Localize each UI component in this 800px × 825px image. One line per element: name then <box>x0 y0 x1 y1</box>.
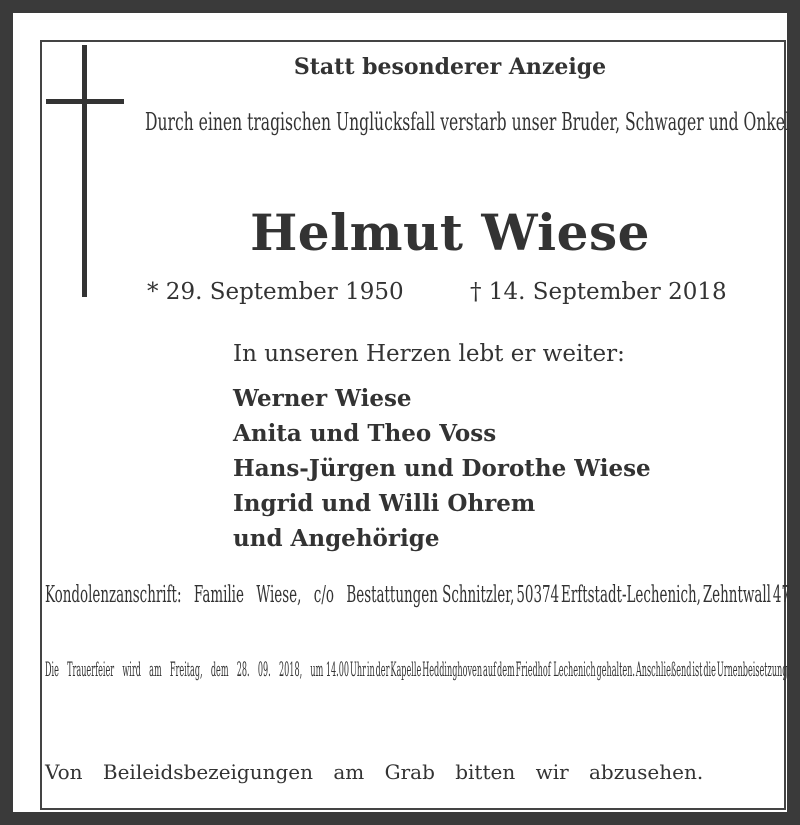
intro-text <box>145 104 790 140</box>
intro-line: unser Bruder, Schwager und Onkel <box>511 108 790 136</box>
mourner-item: Ingrid und Willi Ohrem <box>233 490 536 517</box>
ceremony-info <box>45 654 790 684</box>
cross-horizontal-bar <box>46 99 124 104</box>
condolence-line: Kondolenzanschrift: Familie Wiese, c/o Bestattungen <box>45 582 438 608</box>
mourner-item: Werner Wiese <box>233 385 412 412</box>
notice-header: Statt besonderer Anzeige <box>293 54 607 80</box>
birth-date: * 29. September 1950 <box>147 279 404 305</box>
deceased-name: Helmut Wiese <box>250 203 650 262</box>
condolence-line: Schnitzler, 50374 Erftstadt-Lechenich, Zehntwall 47 <box>442 582 790 608</box>
death-date: † 14. September 2018 <box>470 279 727 305</box>
cross-vertical-bar <box>82 45 87 297</box>
intro-line: Durch einen tragischen Unglücksfall verstarb <box>145 108 507 136</box>
closing-note: Von Beileidsbezeigungen am Grab bitten wir abzusehen. <box>45 760 704 784</box>
mourner-item: und Angehörige <box>233 525 440 552</box>
mourner-item: Anita und Theo Voss <box>233 420 497 447</box>
mourner-item: Hans-Jürgen und Dorothe Wiese <box>233 455 651 482</box>
ceremony-line: Die Trauerfeier wird am Freitag, dem 28. 09. 2018, um <box>45 657 324 681</box>
ceremony-line: Lechenich gehalten. Anschließend ist die Urnenbeisetzung. <box>553 657 790 681</box>
mourners-list <box>233 381 651 556</box>
condolence-address <box>45 578 790 613</box>
latin-cross-icon <box>46 45 124 297</box>
motto-text: In unseren Herzen lebt er weiter: <box>233 341 625 367</box>
ceremony-line: 14.00 Uhr in der Kapelle Heddinghoven auf dem Friedhof <box>325 657 551 681</box>
